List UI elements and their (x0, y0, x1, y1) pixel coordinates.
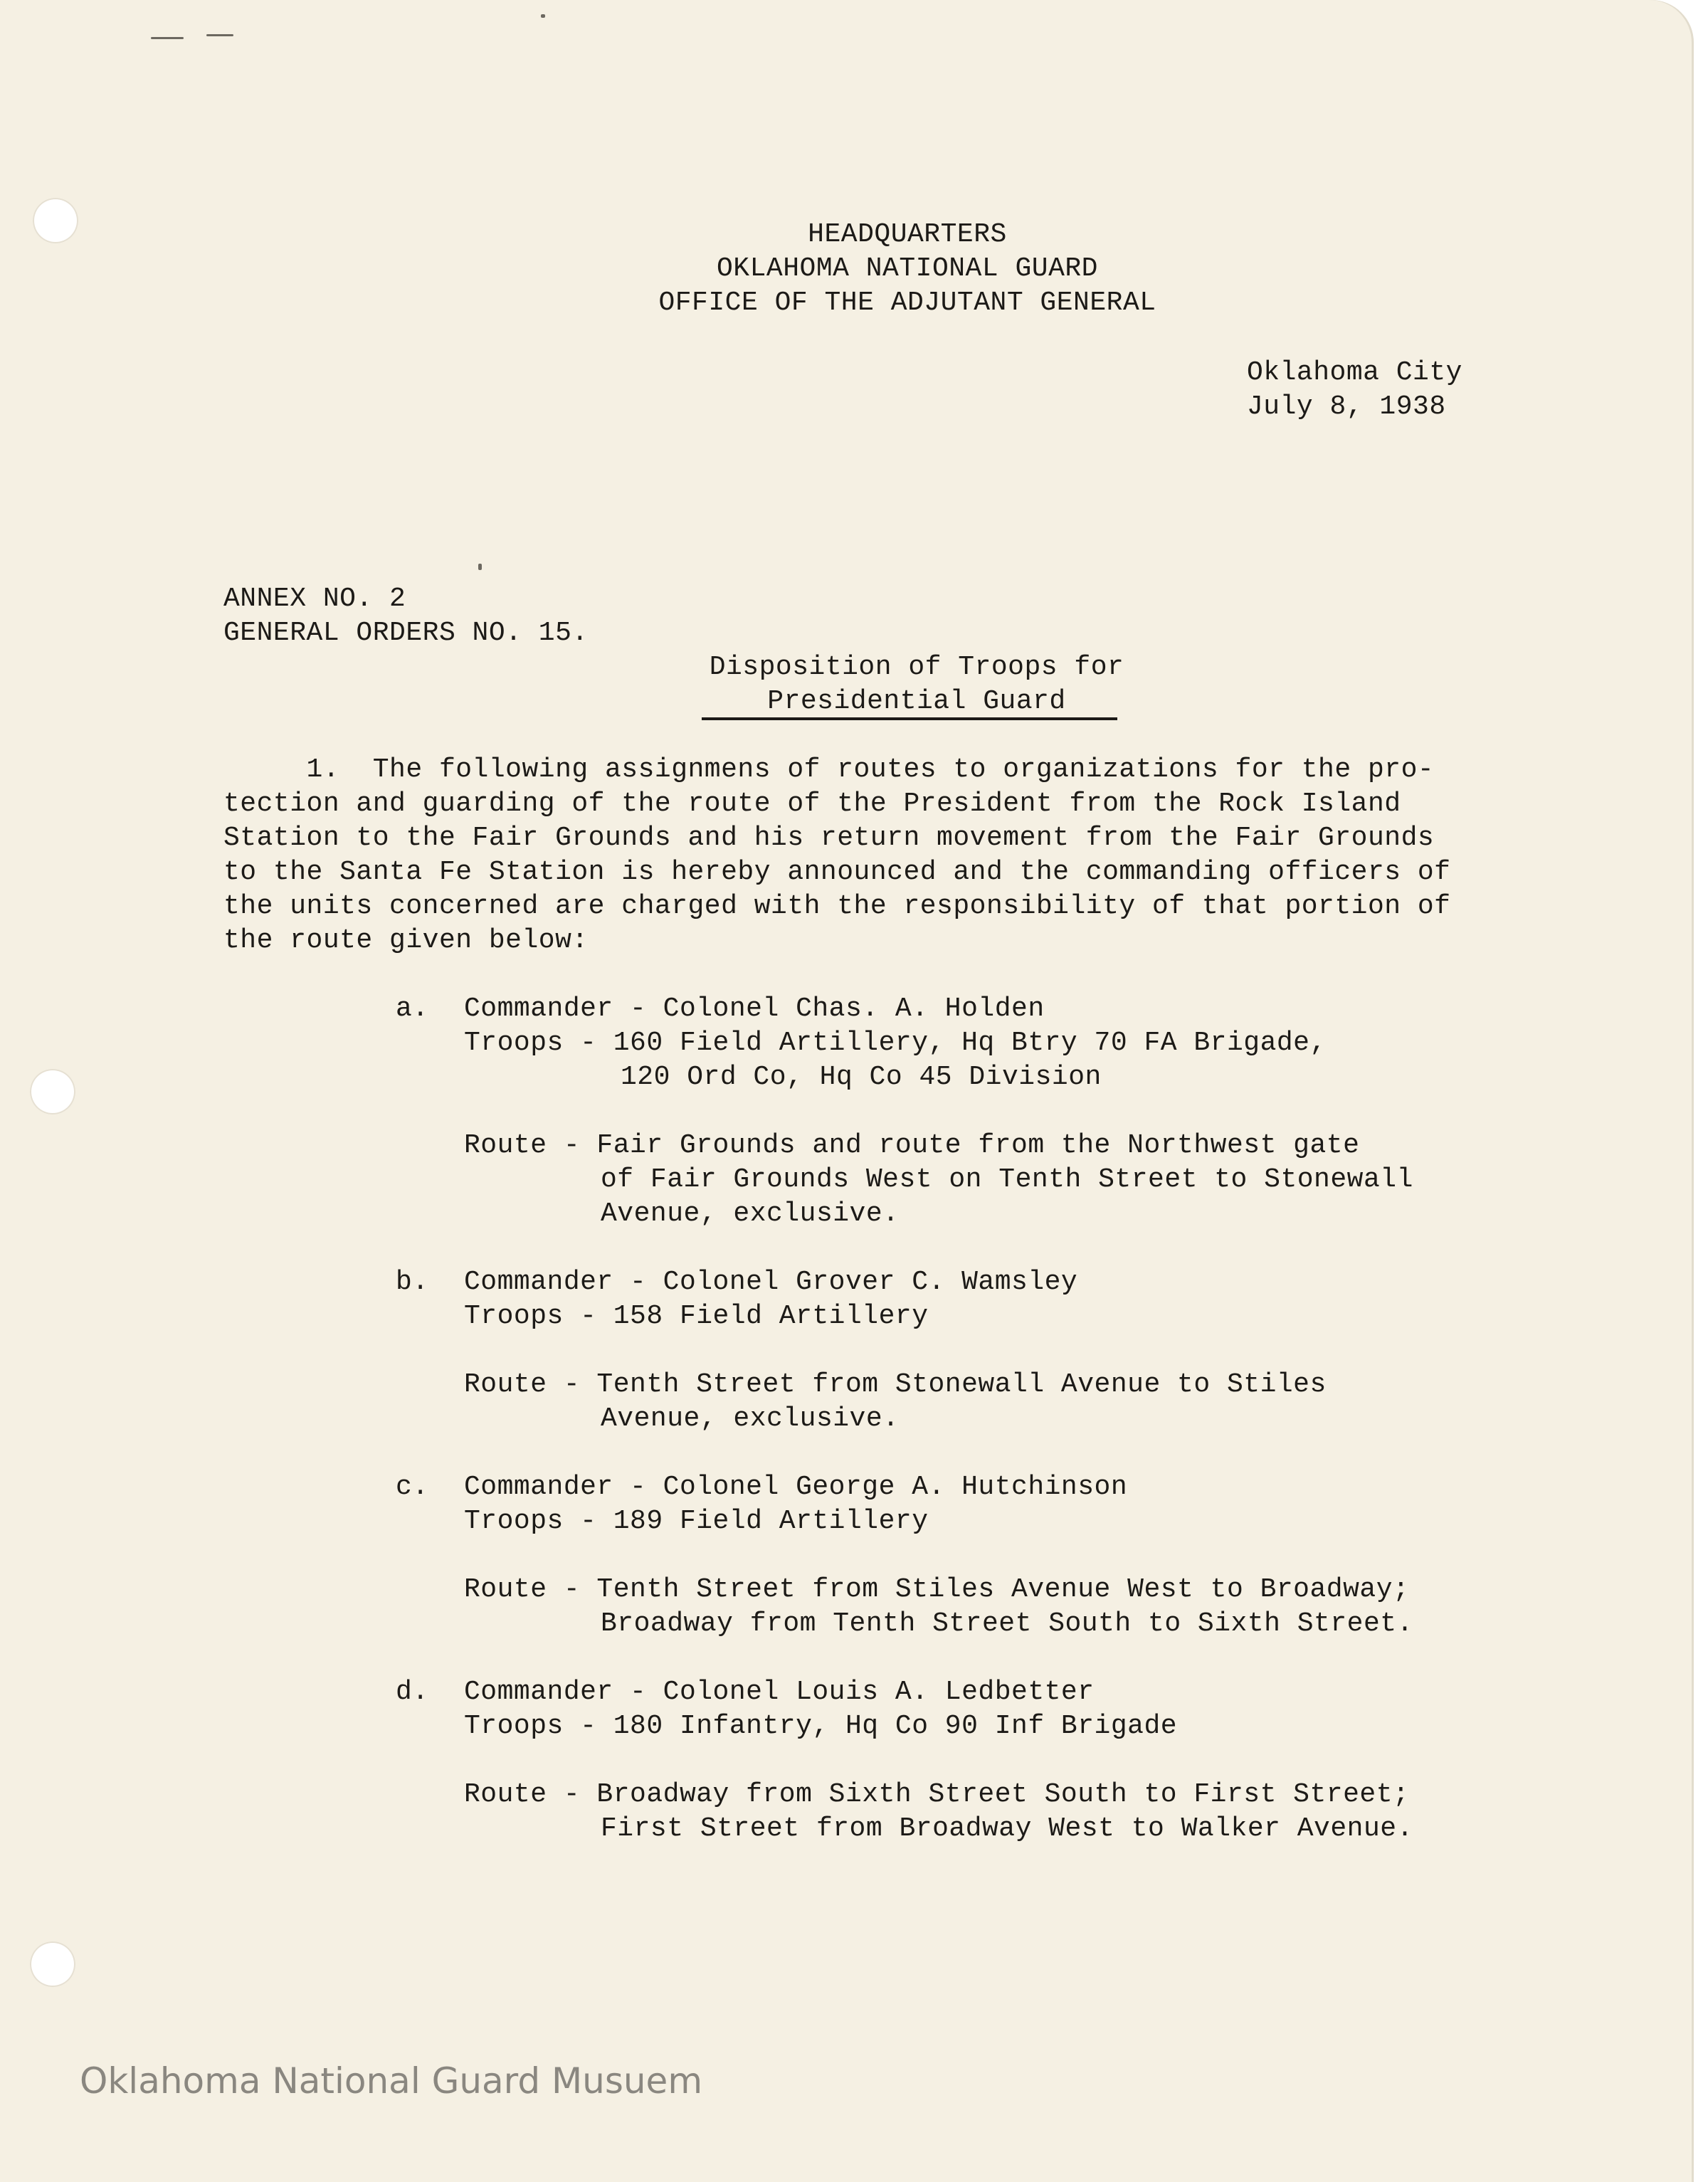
museum-watermark: Oklahoma National Guard Musuem (80, 2060, 703, 2102)
ink-speck (151, 37, 184, 39)
annex-number: ANNEX NO. 2 (223, 584, 406, 614)
general-orders-number: GENERAL ORDERS NO. 15. (223, 618, 589, 648)
paragraph-line: tection and guarding of the route of the President from the Rock Island (223, 789, 1401, 819)
paragraph-line: to the Santa Fe Station is hereby announced and the commanding officers of (223, 857, 1451, 887)
assignment-route: Route - Broadway from Sixth Street South to First Street; (464, 1779, 1410, 1810)
subject-underline (702, 717, 1117, 720)
assignment-route-continued: Broadway from Tenth Street South to Sixth Street. (601, 1608, 1413, 1639)
paragraph-line: the route given below: (223, 925, 589, 956)
assignment-troops: Troops - 158 Field Artillery (464, 1301, 929, 1332)
assignment-commander: Commander - Colonel George A. Hutchinson (464, 1472, 1128, 1502)
assignment-commander: Commander - Colonel Louis A. Ledbetter (464, 1677, 1095, 1707)
assignment-letter: b. (396, 1267, 429, 1297)
ink-speck (206, 34, 233, 36)
assignment-troops-continued: 120 Ord Co, Hq Co 45 Division (621, 1062, 1102, 1092)
ink-speck (478, 564, 482, 570)
dateline-place: Oklahoma City (1247, 357, 1462, 388)
paragraph-line: the units concerned are charged with the responsibility of that portion of (223, 891, 1451, 922)
subject-line-1: Disposition of Troops for (709, 652, 1124, 682)
binder-hole (30, 1069, 75, 1114)
ink-speck (541, 14, 545, 18)
assignment-commander: Commander - Colonel Chas. A. Holden (464, 994, 1045, 1024)
subject-line-2: Presidential Guard (767, 686, 1066, 717)
paragraph-line: Station to the Fair Grounds and his return movement from the Fair Grounds (223, 823, 1435, 853)
assignment-commander: Commander - Colonel Grover C. Wamsley (464, 1267, 1078, 1297)
assignment-route: Route - Tenth Street from Stiles Avenue West to Broadway; (464, 1574, 1410, 1605)
assignment-route-continued: Avenue, exclusive. (601, 1198, 900, 1229)
assignment-letter: a. (396, 994, 429, 1024)
dateline-date: July 8, 1938 (1247, 391, 1446, 422)
assignment-route-continued: Avenue, exclusive. (601, 1403, 900, 1434)
assignment-letter: c. (396, 1472, 429, 1502)
assignment-troops: Troops - 189 Field Artillery (464, 1506, 929, 1537)
header-line-2: OKLAHOMA NATIONAL GUARD (717, 253, 1098, 284)
assignment-route: Route - Fair Grounds and route from the Northwest gate (464, 1130, 1360, 1161)
assignment-troops: Troops - 160 Field Artillery, Hq Btry 70 FA Brigade, (464, 1028, 1327, 1058)
assignment-route: Route - Tenth Street from Stonewall Avenue to Stiles (464, 1369, 1327, 1400)
assignment-route-continued: of Fair Grounds West on Tenth Street to Stonewall (601, 1164, 1413, 1195)
header-line-3: OFFICE OF THE ADJUTANT GENERAL (658, 288, 1156, 318)
binder-hole (30, 1941, 75, 1987)
assignment-troops: Troops - 180 Infantry, Hq Co 90 Inf Brigade (464, 1711, 1178, 1741)
header-line-1: HEADQUARTERS (808, 219, 1007, 250)
paragraph-line: 1. The following assignmens of routes to organizations for the pro- (223, 754, 1435, 785)
assignment-route-continued: First Street from Broadway West to Walker Avenue. (601, 1813, 1413, 1844)
assignment-letter: d. (396, 1677, 429, 1707)
